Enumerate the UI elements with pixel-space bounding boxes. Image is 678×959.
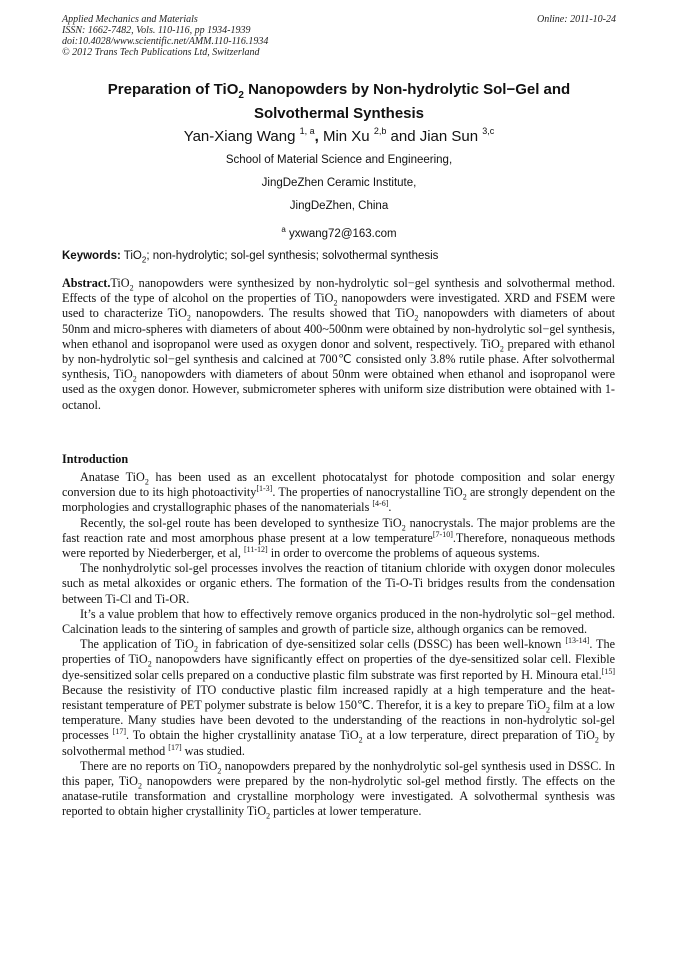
citation-ref[interactable]: [11-12] xyxy=(244,545,268,555)
author-email[interactable]: $^a$ yxwang72@163.com xyxy=(281,225,397,240)
chem-subscript: 2 xyxy=(545,705,550,715)
abstract-body: TiO$_2$ nanopowders were synthesized by non-hydrolytic sol−gel synthesis and solvothermal method. Effects of the type of alcohol on the properties of TiO$_2$ nanopowders were investigated. XRD and FSEM were used to characterize TiO$_2$ nanopowders. The results showed that TiO$_2$ nanopowders with diameters of about 50nm and micro-spheres with diameters of about 400~500nm were obtained by non-hydrolytic sol−gel synthesis, when ethanol and isopropanol were used as oxygen donor and solvent, respectively. TiO$_2$ prepared with ethanol by non-hydrolytic sol−gel synthesis and calcined at 700℃ consisted only 3.8% rutile phase. After solvothermal synthesis, TiO$_2$ nanopowders with diameters of about 50nm were obtained when ethanol and isopropanol were used as the oxygen donor. However, submicrometer spheres with uniform size distribution were obtained with 1-octanol. xyxy=(62,276,615,412)
chem-subscript: 2 xyxy=(144,477,149,487)
abstract-paragraph xyxy=(62,276,615,413)
chem-subscript: 2 xyxy=(129,283,134,293)
chem-subscript: 2 xyxy=(266,811,271,821)
title-line-1: Preparation of TiO$_2$ Nanopowders by Non-hydrolytic Sol−Gel and xyxy=(107,81,571,101)
paper-title xyxy=(62,81,616,123)
citation-ref[interactable]: [7-10] xyxy=(432,529,453,539)
journal-header xyxy=(62,14,616,58)
affiliation-school: School of Material Science and Engineering, xyxy=(225,154,453,166)
author-affil-mark: 1, a xyxy=(299,126,315,136)
author-affil-mark: 2,b xyxy=(373,126,387,136)
body-paragraph: The application of TiO$_2$ in fabrication of dye-sensitized solar cells (DSSC) has been well-known [13-14]. The properties of TiO$_2$ nanopowders have significantly effect on properties of the dye-sensitized solar cell. Flexible dye-sensitized solar cells prepared on a conductive plastic film substrate was first reported by H. Minoura etal.[15] Because the resistivity of ITO conductive plastic film increased rapidly at a high temperature and the heat-resistant temperature of PET polymer substrate is below 150℃. Therefor, it is a key to prepare TiO$_2$ film at a low temperature. Many studies have been devoted to the understanding of the reactions in non-hydrolytic sol-gel processes [17]. To obtain the higher crystallinity anatase TiO$_2$ at a low terperature, direct preparation of TiO$_2$ by solvothermal method [17] was studied. xyxy=(62,636,616,758)
chem-subscript: 2 xyxy=(333,298,338,308)
chem-subscript: 2 xyxy=(137,781,142,791)
chem-subscript: 2 xyxy=(217,766,222,776)
journal-name: Applied Mechanics and Materials xyxy=(62,14,198,25)
author-name: Jian Sun xyxy=(419,128,483,145)
citation-ref[interactable]: [15] xyxy=(601,666,615,676)
body-paragraph: Anatase TiO$_2$ has been used as an excellent photocatalyst for photode composition and solar energy conversion due to its high photoactivity[1-3]. The properties of nanocrystalline TiO$_2$ are strongly dependent on the morphologies and crystallographic phases of the nanomaterials [4-6]. xyxy=(62,470,616,515)
chem-subscript: 2 xyxy=(499,344,504,354)
citation-ref[interactable]: [1-3] xyxy=(256,484,273,494)
title-line-2: Solvothermal Synthesis xyxy=(253,105,425,122)
citation-ref[interactable]: [17] xyxy=(168,742,182,752)
chem-subscript: 2 xyxy=(462,492,467,502)
keywords-line: Keywords: TiO$_2$; non-hydrolytic; sol-gel synthesis; solvothermal synthesis xyxy=(62,250,439,265)
body-paragraph: It’s a value problem that how to effectively remove organics produced in the non-hydrolytic sol−gel method. Calcination leads to the sintering of samples and growth of particle size, although organics can be removed. xyxy=(62,606,615,637)
chem-subscript: 2 xyxy=(147,659,152,669)
affiliation-block xyxy=(62,149,616,246)
abstract-label: Abstract. xyxy=(62,276,111,290)
body-paragraph: There are no reports on TiO$_2$ nanopowders prepared by the nonhydrolytic sol-gel synthesis used in DSSC. In this paper, TiO$_2$ nanopowders were prepared by the non-hydrolytic sol-gel method firstly. The effects on the anatase-rutile transformation and crystalline morphology were investigated. A solvothermal synthesis was reported to obtain higher crystallinity TiO$_2$ particles at lower temperature. xyxy=(62,758,616,821)
chem-subscript: 2 xyxy=(401,523,406,533)
chem-subscript: 2 xyxy=(186,313,191,323)
citation-ref[interactable]: [13-14] xyxy=(565,636,590,646)
issn-line: ISSN: 1662-7482, Vols. 110-116, pp 1934-1939 xyxy=(62,25,251,36)
author-list: Yan-Xiang Wang $^{1, a}$, Min Xu $^{2,b}$ and Jian Sun $^{3,c}$ xyxy=(183,126,495,145)
copyright-line: © 2012 Trans Tech Publications Ltd, Switzerland xyxy=(62,47,260,58)
citation-ref[interactable]: [4-6] xyxy=(372,499,389,509)
affiliation-institute: JingDeZhen Ceramic Institute, xyxy=(261,177,417,189)
doi-line: doi:10.4028/www.scientific.net/AMM.110-116.1934 xyxy=(62,36,269,47)
citation-ref[interactable]: [17] xyxy=(112,727,126,737)
author-name: Min Xu xyxy=(322,128,374,145)
online-date: Online: 2011-10-24 xyxy=(537,14,616,25)
affiliation-city: JingDeZhen, China xyxy=(289,200,389,212)
section-heading-introduction: Introduction xyxy=(62,452,129,466)
keywords-label: Keywords: xyxy=(62,250,121,262)
chem-subscript: 2 xyxy=(594,735,599,745)
introduction-body xyxy=(62,470,615,820)
chem-subscript: 2 xyxy=(414,313,419,323)
author-affil-mark: 3,c xyxy=(482,126,495,136)
chem-subscript: 2 xyxy=(358,735,363,745)
chem-subscript: 2 xyxy=(193,644,198,654)
body-paragraph: Recently, the sol-gel route has been developed to synthesize TiO$_2$ nanocrystals. The major problems are the fast reaction rate and most amorphous phase present at a low temperature[7-10].Therefore, nonaqueous methods were reported by Niederberger, et al, [11-12] in order to overcome the problems of aqueous systems. xyxy=(62,515,615,561)
body-paragraph: The nonhydrolytic sol-gel processes involves the reaction of titanium chloride with oxygen donor molecules such as metal alkoxides or organic ethers. The formation of the Ti-O-Ti bridges results from the condensation between Ti-Cl and Ti-OR. xyxy=(62,561,615,606)
author-name: Yan-Xiang Wang xyxy=(183,128,300,145)
chem-subscript: 2 xyxy=(132,374,137,384)
